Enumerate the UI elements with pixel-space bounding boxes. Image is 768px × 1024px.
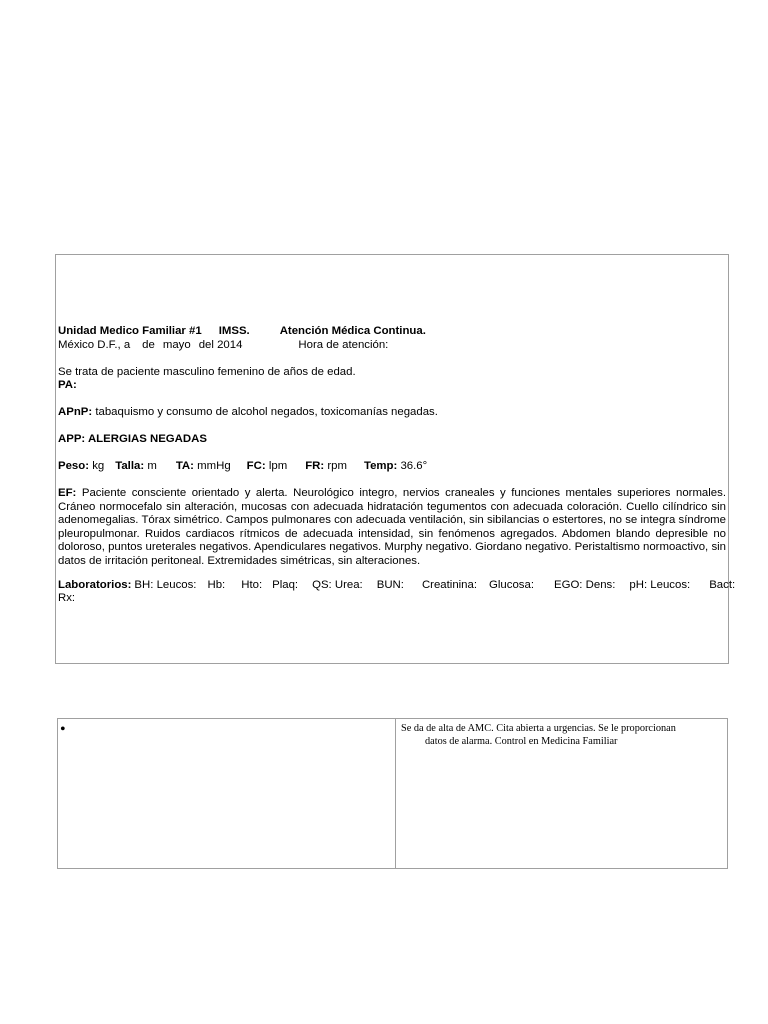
apnp-text: tabaquismo y consumo de alcohol negados, toxicomanías negadas. — [92, 406, 438, 418]
date-month: mayo — [162, 339, 191, 351]
rr-unit: rpm — [327, 460, 347, 472]
date-year: del 2014 — [198, 339, 243, 351]
lab-plaq: Plaq: — [272, 579, 299, 591]
plan-line-2: datos de alarma. Control en Medicina Familiar — [425, 736, 618, 747]
lab-bh: BH: Leucos: — [134, 579, 197, 591]
lab-creatinina: Creatinina: — [421, 579, 478, 591]
plan-table-divider — [395, 718, 396, 869]
patient-intro: Se trata de paciente masculino femenino de años de edad. — [58, 366, 356, 378]
bullet-marker: • — [60, 721, 66, 738]
lab-hb: Hb: — [207, 579, 226, 591]
physical-exam — [58, 487, 726, 568]
plan-line-1: Se da de alta de AMC. Cita abierta a urgencias. Se le proporcionan — [401, 723, 676, 734]
vitals-line — [58, 460, 427, 474]
lab-glucosa: Glucosa: — [489, 579, 534, 591]
temp-label: Temp: — [363, 460, 398, 472]
clinical-note-box — [55, 254, 729, 664]
date-de: de — [142, 339, 155, 351]
date-line — [58, 339, 388, 353]
header-line — [58, 325, 426, 339]
bp-label: TA: — [175, 460, 194, 472]
lab-bact: Bact: — [709, 579, 736, 591]
ef-label: EF: — [58, 487, 77, 499]
service-name: Atención Médica Continua. — [279, 325, 426, 337]
hr-label: FC: — [246, 460, 266, 472]
lab-urea: QS: Urea: — [312, 579, 363, 591]
lab-bun: BUN: — [376, 579, 404, 591]
rr-label: FR: — [305, 460, 325, 472]
labs-label: Laboratorios: — [58, 579, 132, 591]
lab-ph: pH: Leucos: — [629, 579, 691, 591]
weight-label: Peso: — [58, 460, 90, 472]
time-label: Hora de atención: — [298, 339, 389, 351]
pa-label: PA: — [58, 379, 77, 391]
apnp-label: APnP: — [58, 406, 93, 418]
bp-unit: mmHg — [197, 460, 231, 472]
unit-name: Unidad Medico Familiar #1 — [58, 325, 202, 337]
labs-line — [58, 579, 735, 593]
weight-unit: kg — [92, 460, 105, 472]
app-line: APP: ALERGIAS NEGADAS — [58, 433, 207, 445]
plan-text — [401, 722, 724, 748]
temp-value: 36.6° — [400, 460, 428, 472]
date-city: México D.F., a — [58, 339, 131, 351]
lab-hto: Hto: — [241, 579, 263, 591]
lab-ego: EGO: Dens: — [553, 579, 616, 591]
ef-text: Paciente consciente orientado y alerta. Neurológico integro, nervios craneales y funciones mentales superiores normales. Cráneo normocefalo sin alteración, mucosas con adecuada hidratación tegumentos con adecuada coloración. Cuello cilíndrico sin adenomegalias. Tórax simétrico. Campos pulmonares con adecuada ventilación, sin sibilancias o estertores, no se integra síndrome pleuropulmonar. Ruidos cardiacos rítmicos de adecuada intensidad, sin fenómenos agregados. Abdomen blando depresible no doloroso, puntos ureterales negativos. Apendiculares negativos. Murphy negativo. Giordano negativo. Peristaltismo normoactivo, sin datos de irritación peritoneal. Extremidades simétricas, sin alteraciones. — [58, 487, 726, 567]
height-unit: m — [147, 460, 157, 472]
height-label: Talla: — [115, 460, 145, 472]
rx-line: Rx: — [58, 592, 76, 604]
apnp-line — [58, 406, 438, 420]
hr-unit: lpm — [268, 460, 288, 472]
institution-name: IMSS. — [218, 325, 250, 337]
